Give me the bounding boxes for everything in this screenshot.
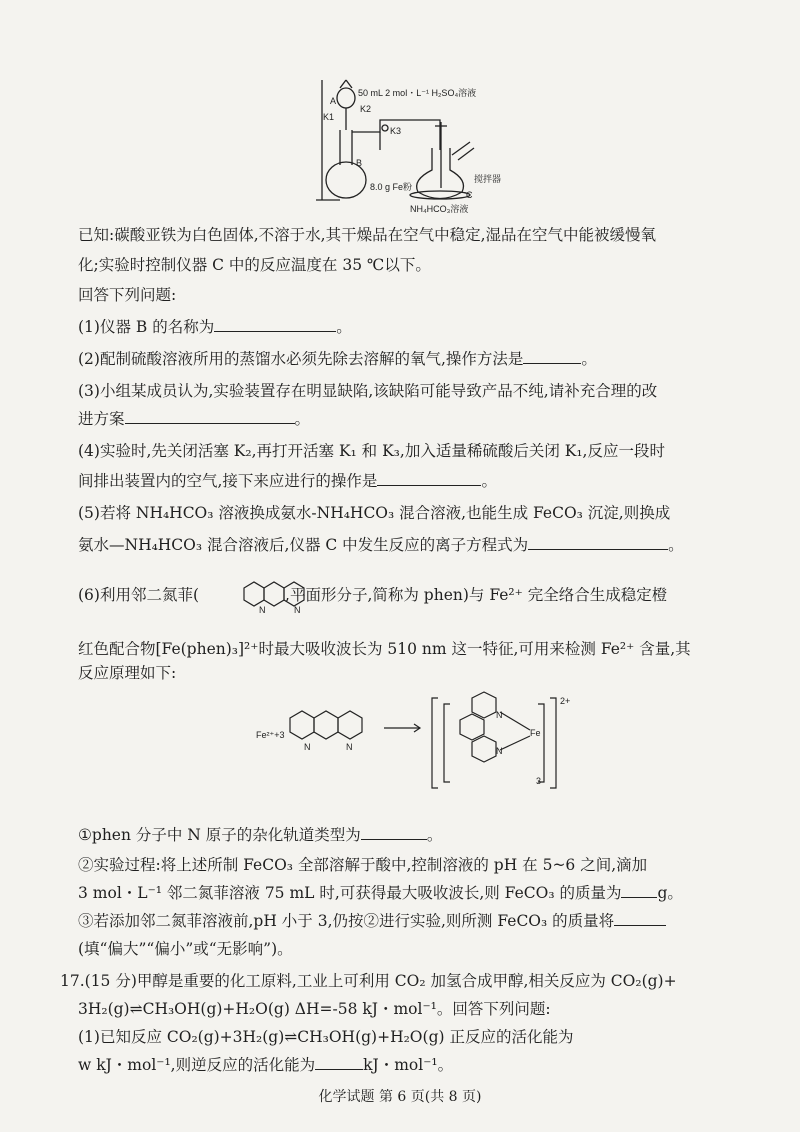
answer-blank-4[interactable] xyxy=(377,469,481,486)
question-6-line-2: 红色配合物[Fe(phen)₃]²⁺时最大吸收波长为 510 nm 这一特征,可用来检测 Fe²⁺ 含量,其 xyxy=(78,640,691,658)
subquestion-3-line-2: (填“偏大”“偏小”或“无影响”)。 xyxy=(78,940,293,958)
inline-n-label-2: N xyxy=(294,605,301,615)
subquestion-2-text: 3 mol・L⁻¹ 邻二氮菲溶液 75 mL 时,可获得最大吸收波长,则 FeCO₃ 的质量为 xyxy=(78,884,622,902)
question-4-line-1: (4)实验时,先关闭活塞 K₂,再打开活塞 K₁ 和 K₃,加入适量稀硫酸后关闭 K₁,反应一段时 xyxy=(78,442,665,460)
subquestion-2-line-2 xyxy=(78,880,728,906)
complex-n-1: N xyxy=(496,710,503,720)
answer-blank-8[interactable] xyxy=(614,909,666,926)
label-k3: K3 xyxy=(390,126,402,136)
question-17-line-3: (1)已知反应 CO₂(g)+3H₂(g)⇌CH₃OH(g)+H₂O(g) 正反应的活化能为 xyxy=(78,1028,574,1046)
question-6-line-3: 反应原理如下: xyxy=(78,664,177,682)
question-5-text: 氨水—NH₄HCO₃ 混合溶液后,仪器 C 中发生反应的离子方程式为 xyxy=(78,536,529,554)
question-6-text-a: (6)利用邻二氮菲( xyxy=(78,586,200,604)
complex-subscript: 3 xyxy=(536,776,542,786)
question-17-line-2: 3H₂(g)⇌CH₃OH(g)+H₂O(g) ΔH=-58 kJ・mol⁻¹。回答下列问题: xyxy=(78,1000,551,1018)
question-4-text: 间排出装置内的空气,接下来应进行的操作是 xyxy=(78,472,378,490)
subquestion-2-end: g。 xyxy=(657,884,683,902)
answer-blank-3[interactable] xyxy=(125,407,295,424)
subquestion-2-line-1: ②实验过程:将上述所制 FeCO₃ 全部溶解于酸中,控制溶液的 pH 在 5~6 之间,滴加 xyxy=(78,856,648,874)
label-b: B xyxy=(356,158,363,168)
stirrer-label: 搅拌器 xyxy=(474,174,502,184)
subquestion-1 xyxy=(78,822,728,848)
question-2-end: 。 xyxy=(581,350,597,368)
question-17-unit: kJ・mol⁻¹。 xyxy=(363,1056,454,1074)
question-1 xyxy=(78,314,728,340)
nh4hco3-label: NH₄HCO₃溶液 xyxy=(410,204,469,214)
question-3-end: 。 xyxy=(294,410,311,428)
inline-n-label-1: N xyxy=(259,605,266,615)
answer-blank-2[interactable] xyxy=(523,347,581,364)
acid-label: 50 mL 2 mol・L⁻¹ H₂SO₄溶液 xyxy=(358,88,477,98)
question-17-text: w kJ・mol⁻¹,则逆反应的活化能为 xyxy=(78,1056,316,1074)
subquestion-1-end: 。 xyxy=(426,826,443,844)
reactant-n-1: N xyxy=(304,742,311,752)
fe-powder-label: 8.0 g Fe粉 xyxy=(370,182,413,192)
question-6-text-b: ,平面形分子,简称为 phen)与 Fe²⁺ 完全络合生成稳定橙 xyxy=(285,586,668,604)
question-1-end: 。 xyxy=(336,318,352,336)
label-k1: K1 xyxy=(323,112,335,122)
subquestion-3-line-1 xyxy=(78,908,728,934)
reactant-label: Fe²⁺+3 xyxy=(256,730,285,740)
question-5-line-2 xyxy=(78,532,728,558)
question-1-text: (1)仪器 B 的名称为 xyxy=(78,318,215,336)
reactant-n-2: N xyxy=(346,742,353,752)
complex-n-2: N xyxy=(496,746,503,756)
answer-blank-7[interactable] xyxy=(621,881,657,898)
question-17-line-1: 17.(15 分)甲醇是重要的化工原料,工业上可利用 CO₂ 加氢合成甲醇,相关反应为 CO₂(g)+ xyxy=(60,972,677,990)
question-3-line-1: (3)小组某成员认为,实验装置存在明显缺陷,该缺陷可能导致产品不纯,请补充合理的改 xyxy=(78,382,658,400)
label-a: A xyxy=(330,96,337,106)
question-3-line-2 xyxy=(78,406,728,432)
question-4-end: 。 xyxy=(481,472,497,490)
complex-charge: 2+ xyxy=(560,696,571,706)
intro-line-1: 已知:碳酸亚铁为白色固体,不溶于水,其干燥品在空气中稳定,湿品在空气中能被缓慢氧 xyxy=(78,226,657,244)
question-5-end: 。 xyxy=(668,536,684,554)
intro-line-3: 回答下列问题: xyxy=(78,286,177,304)
phenanthroline-structure-inline xyxy=(232,568,322,618)
subquestion-1-text: ①phen 分子中 N 原子的杂化轨道类型为 xyxy=(78,826,361,844)
answer-blank-6[interactable] xyxy=(361,823,427,840)
answer-blank-5[interactable] xyxy=(528,533,668,550)
intro-line-2: 化;实验时控制仪器 C 中的反应温度在 35 ℃以下。 xyxy=(78,256,431,274)
question-2-text: (2)配制硫酸溶液所用的蒸馏水必须先除去溶解的氧气,操作方法是 xyxy=(78,350,524,368)
subquestion-3-text: ③若添加邻二氮菲溶液前,pH 小于 3,仍按②进行实验,则所测 FeCO₃ 的质量将 xyxy=(78,912,615,930)
question-3-text: 进方案 xyxy=(78,410,125,428)
complex-fe: Fe xyxy=(530,728,541,738)
question-4-line-2 xyxy=(78,468,728,494)
answer-blank-1[interactable] xyxy=(214,315,336,332)
label-c: C xyxy=(466,190,473,200)
answer-blank-9[interactable] xyxy=(315,1053,363,1070)
question-6-line-1 xyxy=(78,582,728,608)
reaction-scheme xyxy=(0,688,800,798)
label-k2: K2 xyxy=(360,104,372,114)
question-17-line-4 xyxy=(78,1052,728,1078)
page-footer: 化学试题 第 6 页(共 8 页) xyxy=(318,1089,482,1105)
question-5-line-1: (5)若将 NH₄HCO₃ 溶液换成氨水-NH₄HCO₃ 混合溶液,也能生成 FeCO₃ 沉淀,则换成 xyxy=(78,504,671,522)
question-2 xyxy=(78,346,728,372)
